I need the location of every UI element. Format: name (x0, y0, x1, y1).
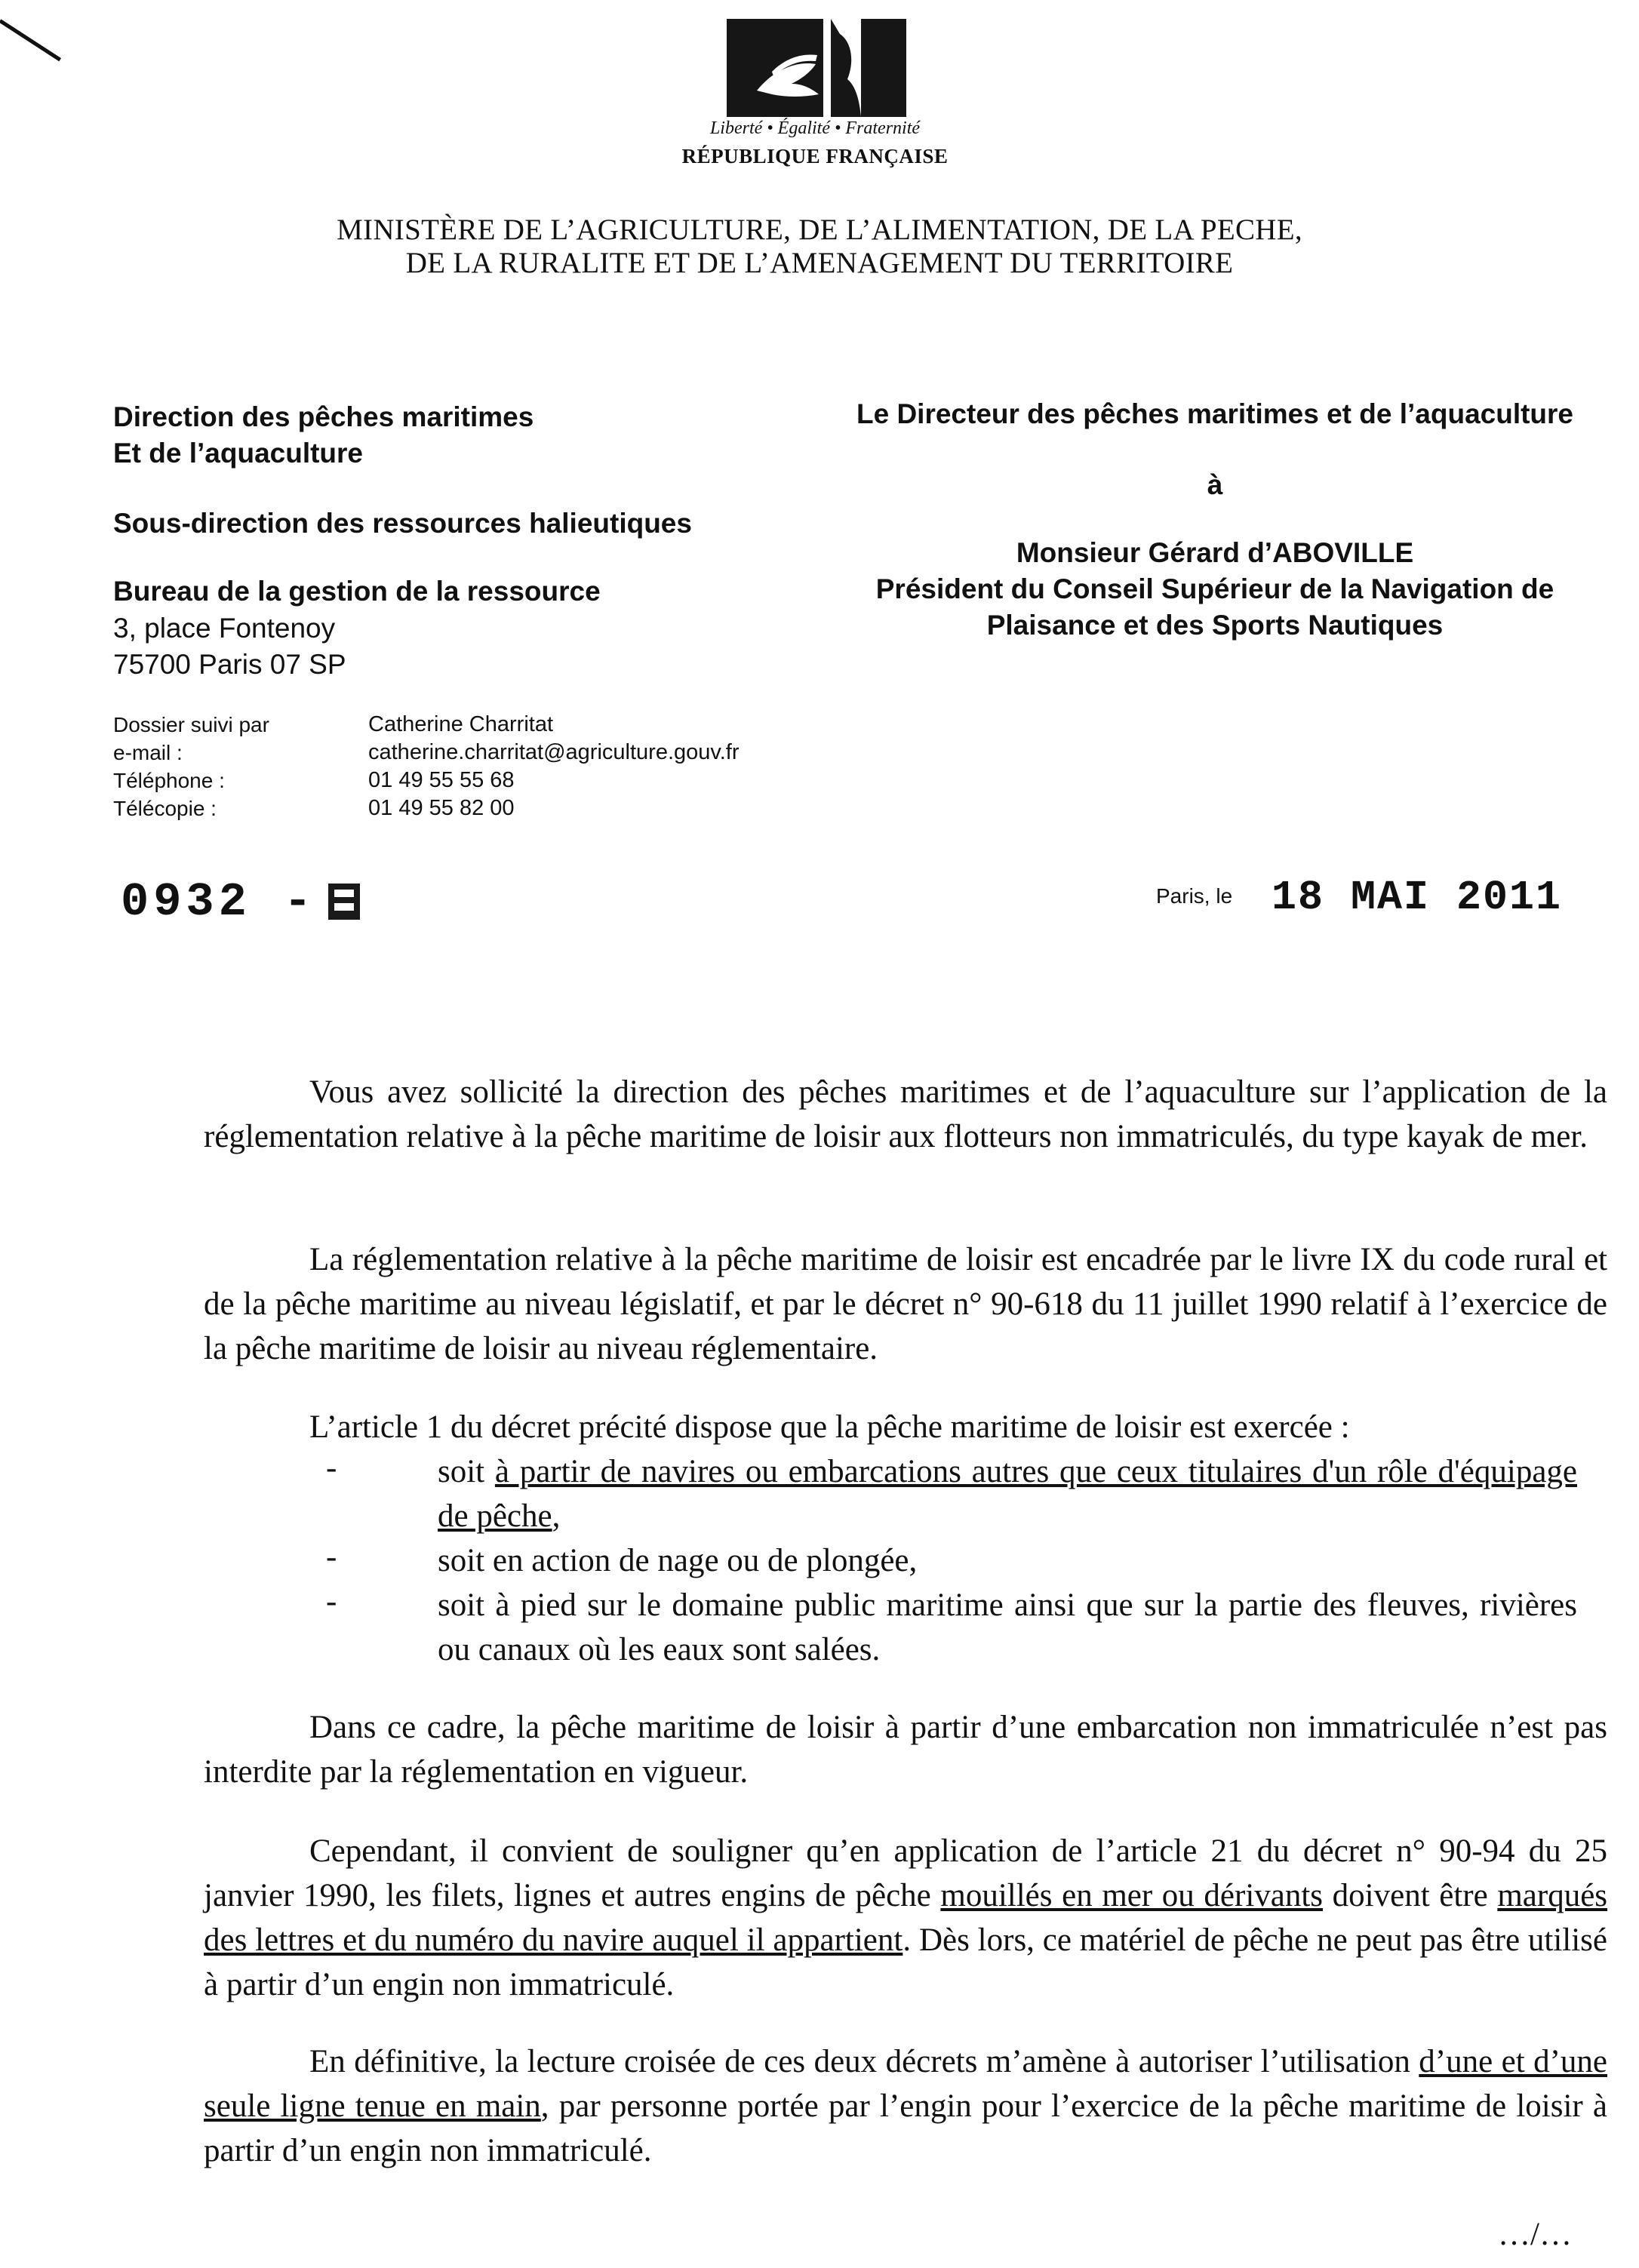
sender-address-line1: 3, place Fontenoy (113, 613, 336, 644)
scan-corner-mark (0, 19, 61, 61)
ministry-name-line1: MINISTÈRE DE L’AGRICULTURE, DE L’ALIMENTATION, DE LA PECHE, (337, 214, 1302, 246)
reference-stamp-mark (321, 879, 366, 924)
marianne-logo (727, 19, 906, 117)
date-place: Paris, le (1156, 884, 1233, 908)
paragraph-regulation: La réglementation relative à la pêche maritime de loisir est encadrée par le livre IX du code rural et de la pêche maritime au niveau législatif, et par le décret n° 90-618 du 11 juillet 1990 relatif à l’exercice de la pêche maritime de loisir au niveau réglementaire. (204, 1242, 1607, 1366)
sender-sub-direction: Sous-direction des ressources halieutiques (113, 508, 692, 539)
bullet-text: soit (438, 1454, 495, 1489)
republic-motto: Liberté • Égalité • Fraternité (709, 118, 921, 138)
paragraph-conclusion (204, 2039, 1607, 2173)
recipient-role-line1: Président du Conseil Supérieur de la Navigation de (875, 573, 1554, 604)
paragraph-context: Dans ce cadre, la pêche maritime de loisir à partir d’une embarcation non immatriculée n’est pas interdite par la réglementation en vigueur. (204, 1710, 1607, 1790)
paragraph-text: doivent être (1323, 1878, 1498, 1913)
ministry-name-line2: DE LA RURALITE ET DE L’AMENAGEMENT DU TERRITOIRE (405, 247, 1234, 279)
sender-direction-line2: Et de l’aquaculture (113, 438, 364, 469)
sender-direction-line1: Direction des pêches maritimes (113, 401, 534, 432)
republic-name: RÉPUBLIQUE FRANÇAISE (681, 145, 949, 167)
paragraph-text: , par personne portée par l’engin pour l’exercice de la pêche maritime de loisir à partir d’un engin non immatriculé. (204, 2088, 1607, 2168)
sender-address-line2: 75700 Paris 07 SP (113, 649, 346, 680)
bullet-text: , (552, 1498, 561, 1534)
paragraph-text: En définitive, la lecture croisée de ces deux décrets m’amène à autoriser l’utilisation (309, 2044, 1419, 2079)
sender-title: Le Directeur des pêches maritimes et de l’aquaculture (856, 398, 1574, 429)
underlined-text: mouillés en mer ou dérivants (940, 1878, 1324, 1913)
date-stamp: 18 MAI 2011 (1272, 874, 1563, 921)
recipient-to-word: à (1207, 469, 1223, 500)
bullet-dash: - (326, 1584, 337, 1619)
page-continuation-mark: …/… (1498, 2217, 1572, 2252)
underlined-text: à partir de navires ou embarcations autres que ceux titulaires d'un rôle d'équipage de pêche (438, 1454, 1577, 1534)
contact-label: Téléphone : (113, 769, 225, 792)
reference-number: 0932 - (121, 875, 317, 929)
paragraph-marking (204, 1829, 1607, 2007)
contact-value: 01 49 55 82 00 (368, 796, 515, 820)
contact-value: 01 49 55 55 68 (368, 768, 515, 792)
contact-label: Dossier suivi par (113, 713, 269, 736)
paragraph-request: Vous avez sollicité la direction des pêches maritimes et de l’aquaculture sur l’application de la réglementation relative à la pêche maritime de loisir aux flotteurs non immatriculés, du type kayak de mer. (204, 1074, 1607, 1154)
paragraph-text: Cependant, il convient de souligner qu’en application de l’article 21 du décret n° 90-94 du 25 janvier 1990, les filets, lignes et autres engins de pêche (204, 1833, 1607, 1913)
underlined-text: d’une et d’une seule ligne tenue en main (204, 2044, 1607, 2124)
recipient-role-line2: Plaisance et des Sports Nautiques (986, 610, 1444, 641)
underlined-text: marqués des lettres et du numéro du navire auquel il appartient (204, 1878, 1608, 1958)
paragraph-article-intro: L’article 1 du décret précité dispose que la pêche maritime de loisir est exercée : (309, 1409, 1350, 1445)
bullet-item-boats (438, 1449, 1577, 1538)
sender-bureau: Bureau de la gestion de la ressource (113, 576, 601, 607)
contact-label: e-mail : (113, 741, 183, 764)
contact-value: Catherine Charritat (368, 712, 553, 736)
recipient-name: Monsieur Gérard d’ABOVILLE (1016, 537, 1414, 568)
bullet-item-on-foot: soit à pied sur le domaine public maritime ainsi que sur la partie des fleuves, rivières ou canaux où les eaux sont salées. (438, 1587, 1577, 1667)
contact-label: Télécopie : (113, 797, 217, 820)
bullet-dash: - (326, 1539, 337, 1575)
paragraph-text: . Dès lors, ce matériel de pêche ne peut pas être utilisé à partir d’un engin non immatriculé. (204, 1922, 1607, 2002)
bullet-item-swimming: soit en action de nage ou de plongée, (438, 1543, 918, 1578)
contact-email[interactable]: catherine.charritat@agriculture.gouv.fr (368, 740, 740, 764)
bullet-dash: - (326, 1450, 337, 1486)
